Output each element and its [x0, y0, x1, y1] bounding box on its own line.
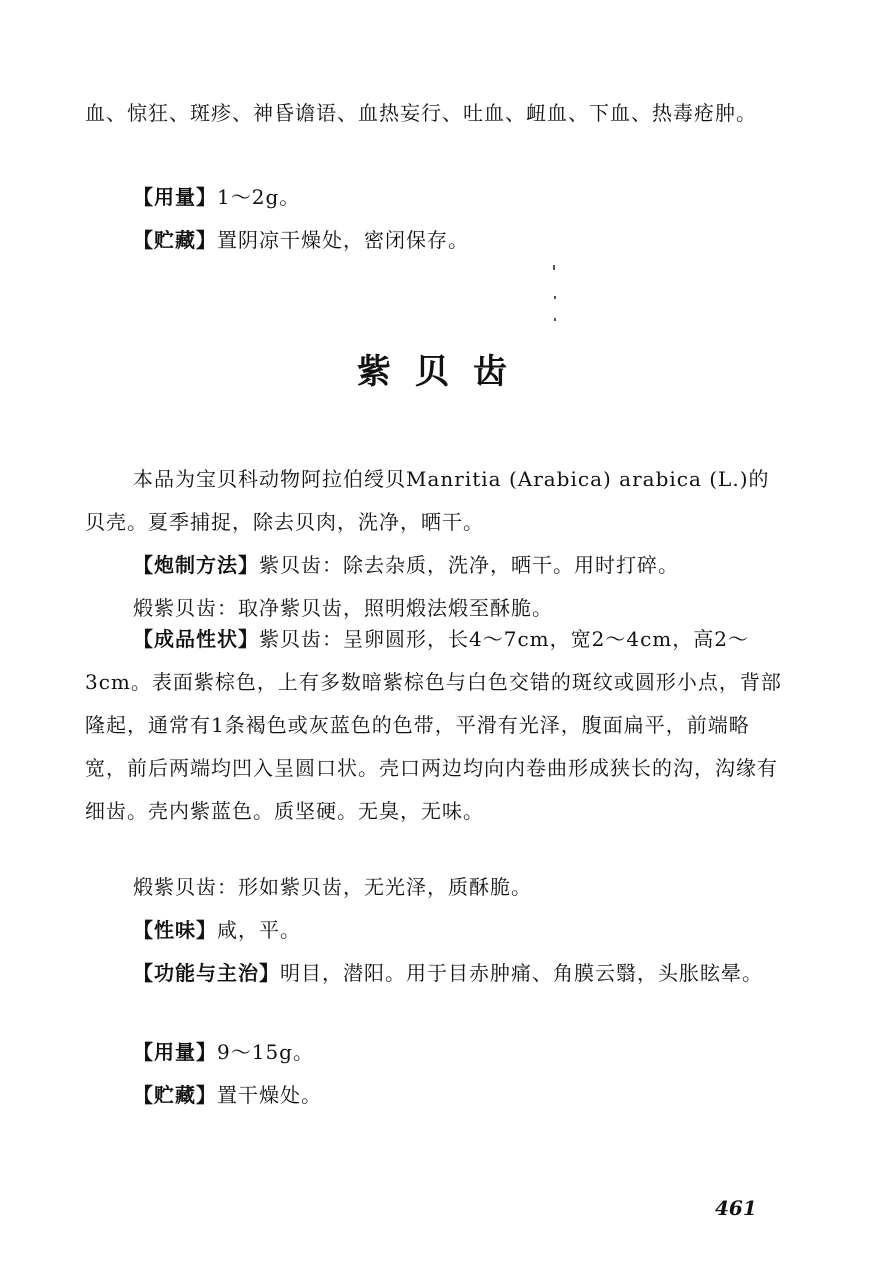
page-number: 461 [715, 1196, 757, 1220]
taste-label: 【性味】 [133, 918, 217, 942]
storage-entry-top [85, 219, 785, 262]
calcined-properties-entry [85, 866, 785, 909]
continuation-paragraph [85, 92, 785, 135]
intro-text: 本品为宝贝科动物阿拉伯绶贝Manritia (Arabica) arabica (L.)的贝壳。夏季捕捉，除去贝肉，洗净，晒干。 [85, 467, 770, 534]
properties-value: 紫贝齿：呈卵圆形，长4～7cm，宽2～4cm，高2～3cm。表面紫棕色，上有多数暗紫棕色与白色交错的斑纹或圆形小点，背部隆起，通常有1条褐色或灰蓝色的色带，平滑有光泽，腹面扁平，前端略宽，前后两端均凹入呈圆口状。壳口两边均向内卷曲形成狭长的沟，沟缘有细齿。壳内紫蓝色。质坚硬。无臭，无味。 [85, 627, 782, 823]
scan-speck [554, 318, 556, 321]
storage-value: 置阴凉干燥处，密闭保存。 [217, 228, 469, 252]
processing-entry [85, 544, 785, 587]
storage-label: 【贮藏】 [133, 1083, 217, 1107]
dosage-label: 【用量】 [133, 185, 217, 209]
scan-speck [554, 296, 556, 299]
scan-speck [553, 265, 555, 270]
dosage-label: 【用量】 [133, 1040, 217, 1064]
taste-entry [85, 909, 785, 952]
calcined-properties-text: 煅紫贝齿：形如紫贝齿，无光泽，质酥脆。 [133, 875, 532, 899]
function-label: 【功能与主治】 [133, 961, 280, 985]
processing-value: 紫贝齿：除去杂质，洗净，晒干。用时打碎。 [259, 553, 679, 577]
section-title: 紫贝齿 [357, 352, 531, 392]
taste-value: 咸，平。 [217, 918, 301, 942]
storage-entry [85, 1074, 785, 1117]
properties-label: 【成品性状】 [133, 627, 259, 651]
continuation-text: 血、惊狂、斑疹、神昏谵语、血热妄行、吐血、衄血、下血、热毒疮肿。 [85, 101, 757, 125]
intro-paragraph [85, 458, 785, 544]
dosage-entry-top [85, 176, 785, 219]
storage-value: 置干燥处。 [217, 1083, 322, 1107]
function-value: 明目，潜阳。用于目赤肿痛、角膜云翳，头胀眩晕。 [280, 961, 763, 985]
calcined-method-text: 煅紫贝齿：取净紫贝齿，照明煅法煅至酥脆。 [133, 596, 553, 620]
storage-label: 【贮藏】 [133, 228, 217, 252]
properties-entry [85, 618, 785, 833]
dosage-value: 1～2g。 [217, 185, 301, 209]
function-entry [85, 952, 785, 995]
dosage-entry [85, 1031, 785, 1074]
processing-label: 【炮制方法】 [133, 553, 259, 577]
dosage-value: 9～15g。 [217, 1040, 314, 1064]
